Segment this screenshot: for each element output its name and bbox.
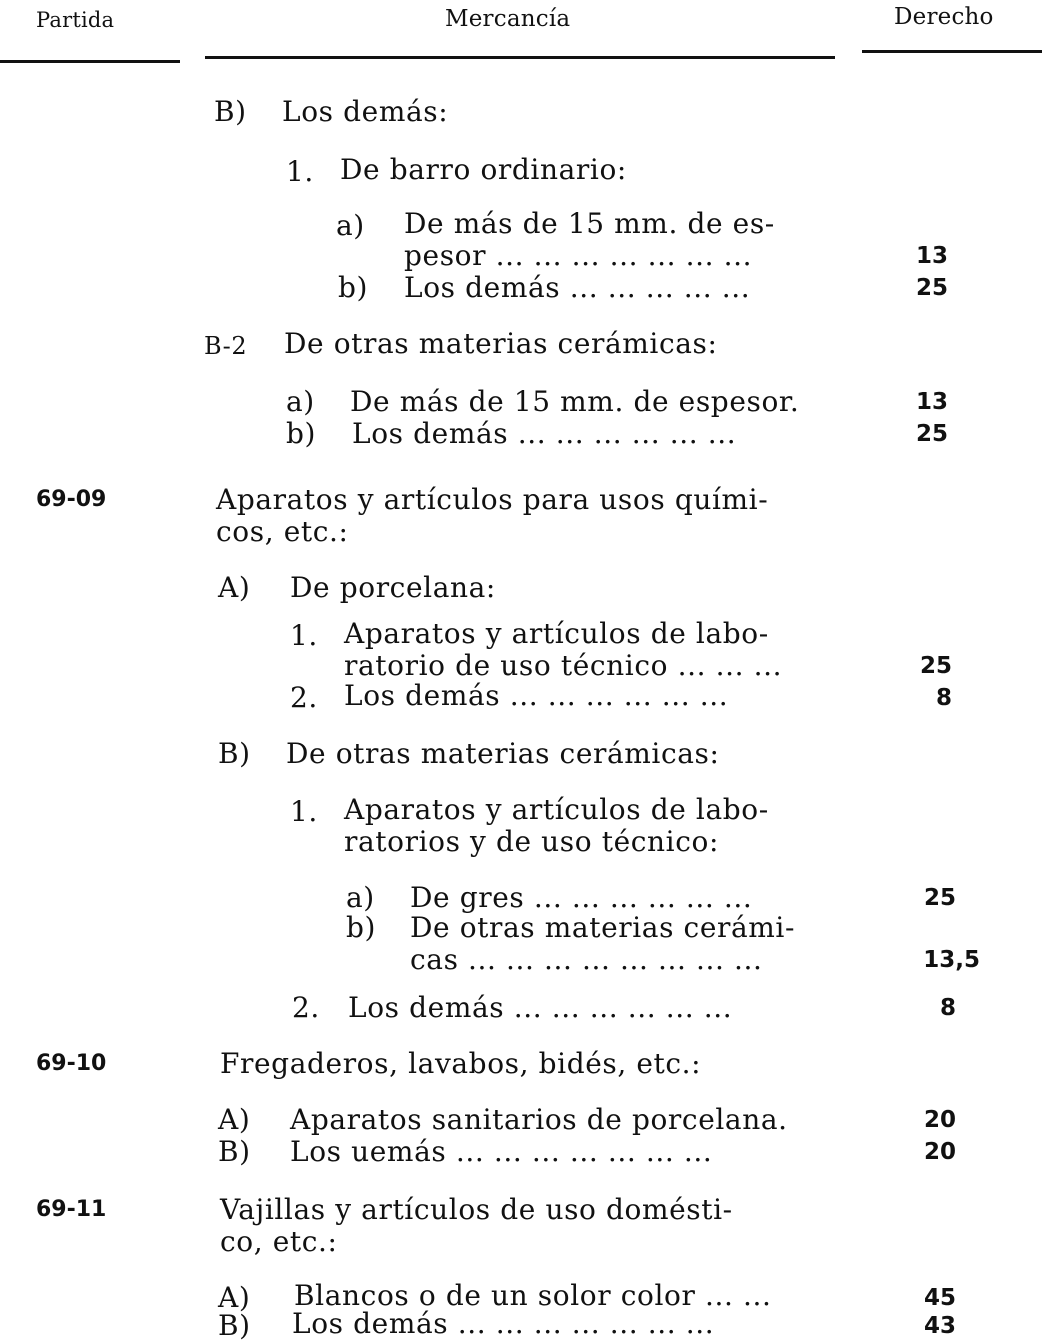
row-value: 25 <box>915 421 948 447</box>
row-text: Aparatos y artículos de labo- <box>344 793 769 826</box>
row-text-cont: ratorio de uso técnico ... ... ... <box>344 649 783 682</box>
row-value: 43 <box>923 1313 956 1339</box>
row-text-cont: co, etc.: <box>220 1225 338 1258</box>
row-value: 20 <box>923 1139 956 1165</box>
header-rule-partida <box>0 60 180 63</box>
row-label: b) <box>346 911 377 944</box>
row-text-cont: ratorios y de uso técnico: <box>344 825 719 858</box>
row-text: Aparatos sanitarios de porcelana. <box>290 1103 788 1136</box>
row-value: 8 <box>935 685 952 711</box>
row-label: A) <box>218 571 251 604</box>
row-label: 1. <box>290 619 318 652</box>
row-value: 13,5 <box>923 947 980 973</box>
row-label: A) <box>218 1103 251 1136</box>
row-label: B) <box>218 1309 251 1342</box>
row-text: De gres ... ... ... ... ... ... <box>410 881 753 914</box>
row-text-cont: pesor ... ... ... ... ... ... ... <box>404 239 753 272</box>
row-text: Los demás ... ... ... ... ... ... <box>348 991 733 1024</box>
row-label: 2. <box>290 681 318 714</box>
row-label: a) <box>346 881 375 914</box>
row-text: De otras materias cerámicas: <box>284 327 718 360</box>
row-label: A) <box>218 1281 251 1314</box>
row-text: Aparatos y artículos para usos quími- <box>216 483 769 516</box>
row-text: De porcelana: <box>290 571 496 604</box>
row-text: Los demás: <box>282 95 449 128</box>
row-text: Vajillas y artículos de uso domésti- <box>220 1193 733 1226</box>
header-derecho: Derecho <box>894 4 994 30</box>
row-text: Fregaderos, lavabos, bidés, etc.: <box>220 1047 702 1080</box>
row-label: a) <box>336 209 365 242</box>
row-value: 45 <box>923 1285 956 1311</box>
row-text: Los demás ... ... ... ... ... ... <box>352 417 737 450</box>
row-label: 2. <box>292 991 320 1024</box>
tariff-code: 69-11 <box>36 1197 107 1222</box>
row-text: De más de 15 mm. de espesor. <box>350 385 800 418</box>
row-text-cont: cas ... ... ... ... ... ... ... ... <box>410 943 763 976</box>
row-text: Los demás ... ... ... ... ... ... ... <box>292 1307 715 1340</box>
row-label: 1. <box>286 155 314 188</box>
row-text: De más de 15 mm. de es- <box>404 207 775 240</box>
row-text: De otras materias cerámicas: <box>286 737 720 770</box>
row-text: De barro ordinario: <box>340 153 627 186</box>
row-value: 25 <box>915 275 948 301</box>
row-value: 13 <box>915 389 948 415</box>
header-partida: Partida <box>36 8 115 32</box>
header-rule-mercancia <box>205 56 835 59</box>
row-value: 13 <box>915 243 948 269</box>
row-text: Aparatos y artículos de labo- <box>344 617 769 650</box>
row-text: Los demás ... ... ... ... ... ... <box>344 679 729 712</box>
row-text: Los demás ... ... ... ... ... <box>404 271 751 304</box>
row-value: 8 <box>939 995 956 1021</box>
row-value: 25 <box>919 653 952 679</box>
row-label: B) <box>214 95 247 128</box>
row-label: 1. <box>290 795 318 828</box>
row-text: Los uemás ... ... ... ... ... ... ... <box>290 1135 713 1168</box>
row-label: B-2 <box>204 332 248 360</box>
tariff-code: 69-09 <box>36 487 107 512</box>
header-mercancia: Mercancía <box>445 6 571 32</box>
row-label: b) <box>286 417 317 450</box>
row-text: Blancos o de un solor color ... ... <box>294 1279 772 1312</box>
header-rule-derecho <box>862 50 1042 53</box>
row-label: b) <box>338 271 369 304</box>
tariff-code: 69-10 <box>36 1051 107 1076</box>
row-text: De otras materias cerámi- <box>410 911 796 944</box>
row-text-cont: cos, etc.: <box>216 515 349 548</box>
row-value: 20 <box>923 1107 956 1133</box>
row-value: 25 <box>923 885 956 911</box>
row-label: B) <box>218 737 251 770</box>
row-label: B) <box>218 1135 251 1168</box>
row-label: a) <box>286 385 315 418</box>
